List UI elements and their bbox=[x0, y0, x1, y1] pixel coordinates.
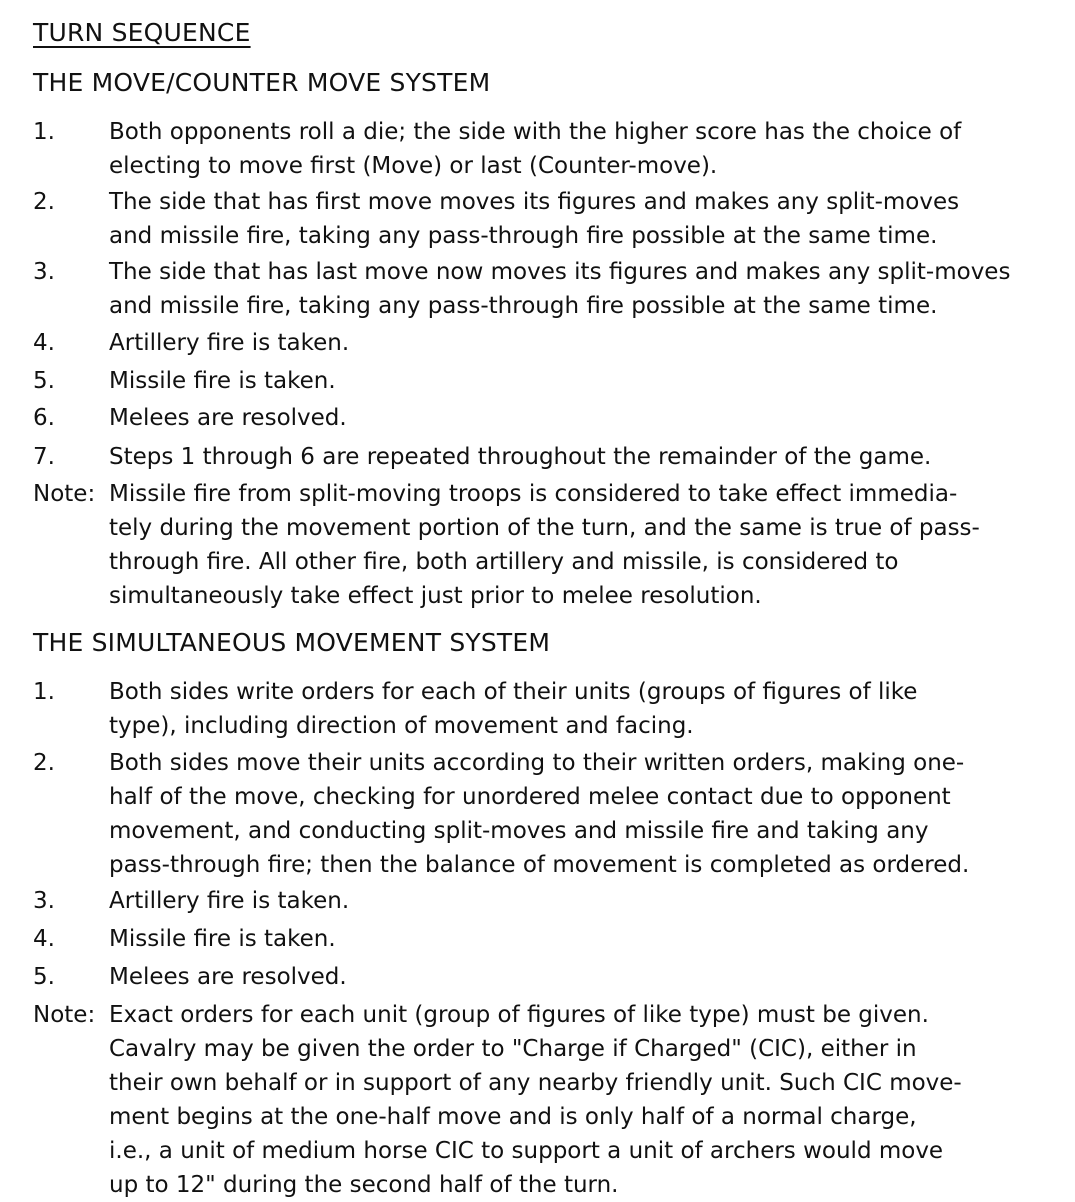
text-line: i.e., a unit of medium horse CIC to support a unit of archers would move bbox=[109, 1138, 944, 1164]
text-line: their own behalf or in support of any nearby friendly unit. Such CIC move- bbox=[109, 1070, 962, 1096]
item-number: 2. bbox=[33, 189, 55, 215]
item-number: 6. bbox=[33, 405, 55, 431]
list-item bbox=[33, 884, 1068, 918]
list-item bbox=[33, 364, 1068, 398]
text-line: Steps 1 through 6 are repeated throughout the remainder of the game. bbox=[109, 444, 932, 470]
list-item bbox=[33, 401, 1068, 435]
list-item bbox=[33, 115, 1068, 183]
item-number: 7. bbox=[33, 444, 55, 470]
item-text bbox=[109, 675, 1068, 743]
text-line: tely during the movement portion of the turn, and the same is true of pass- bbox=[109, 515, 980, 541]
item-text bbox=[109, 364, 1068, 398]
text-line: Both sides move their units according to their written orders, making one- bbox=[109, 750, 965, 776]
item-text bbox=[109, 884, 1068, 918]
text-line: Missile fire from split-moving troops is considered to take effect immedia- bbox=[109, 481, 958, 507]
item-number: 1. bbox=[33, 119, 55, 145]
list-item bbox=[33, 326, 1068, 360]
text-line: Missile fire is taken. bbox=[109, 368, 336, 394]
item-number: 3. bbox=[33, 259, 55, 285]
text-line: Melees are resolved. bbox=[109, 405, 347, 431]
list-item bbox=[33, 746, 1068, 882]
text-line: and missile fire, taking any pass-through fire possible at the same time. bbox=[109, 293, 938, 319]
item-number: 3. bbox=[33, 888, 55, 914]
item-number: 5. bbox=[33, 964, 55, 990]
item-text bbox=[109, 440, 1068, 474]
text-line: Cavalry may be given the order to "Charge if Charged" (CIC), either in bbox=[109, 1036, 917, 1062]
text-line: The side that has last move now moves its figures and makes any split-moves bbox=[109, 259, 1011, 285]
text-line: Both sides write orders for each of their units (groups of figures of like bbox=[109, 679, 918, 705]
page-title: TURN SEQUENCE bbox=[33, 18, 251, 47]
text-line: type), including direction of movement and facing. bbox=[109, 713, 694, 739]
text-line: movement, and conducting split-moves and missile fire and taking any bbox=[109, 818, 929, 844]
text-line: Melees are resolved. bbox=[109, 964, 347, 990]
item-text bbox=[109, 255, 1068, 323]
text-line: pass-through fire; then the balance of movement is completed as ordered. bbox=[109, 852, 970, 878]
text-line: half of the move, checking for unordered melee contact due to opponent bbox=[109, 784, 951, 810]
note-item bbox=[33, 477, 1068, 613]
text-line: Exact orders for each unit (group of figures of like type) must be given. bbox=[109, 1002, 929, 1028]
text-line: electing to move first (Move) or last (Counter-move). bbox=[109, 153, 718, 179]
text-line: ment begins at the one-half move and is only half of a normal charge, bbox=[109, 1104, 917, 1130]
item-text bbox=[109, 922, 1068, 956]
note-item bbox=[33, 998, 1068, 1202]
item-number: 1. bbox=[33, 679, 55, 705]
text-line: through fire. All other fire, both artillery and missile, is considered to bbox=[109, 549, 899, 575]
text-line: Missile fire is taken. bbox=[109, 926, 336, 952]
list-item bbox=[33, 255, 1068, 323]
item-text bbox=[109, 185, 1068, 253]
text-line: Artillery fire is taken. bbox=[109, 330, 350, 356]
item-number: 4. bbox=[33, 926, 55, 952]
text-line: simultaneously take effect just prior to melee resolution. bbox=[109, 583, 762, 609]
list-item bbox=[33, 675, 1068, 743]
list-item bbox=[33, 440, 1068, 474]
text-line: and missile fire, taking any pass-through fire possible at the same time. bbox=[109, 223, 938, 249]
text-line: Artillery fire is taken. bbox=[109, 888, 350, 914]
section-heading-simultaneous-movement: THE SIMULTANEOUS MOVEMENT SYSTEM bbox=[33, 628, 551, 657]
list-item bbox=[33, 185, 1068, 253]
note-label: Note: bbox=[33, 481, 96, 507]
item-number: 5. bbox=[33, 368, 55, 394]
item-text bbox=[109, 115, 1068, 183]
list-item bbox=[33, 922, 1068, 956]
item-number: 2. bbox=[33, 750, 55, 776]
note-text bbox=[109, 477, 1068, 613]
item-number: 4. bbox=[33, 330, 55, 356]
item-text bbox=[109, 960, 1068, 994]
item-text bbox=[109, 401, 1068, 435]
section-heading-move-counter-move: THE MOVE/COUNTER MOVE SYSTEM bbox=[33, 68, 491, 97]
list-item bbox=[33, 960, 1068, 994]
item-text bbox=[109, 746, 1068, 882]
item-text bbox=[109, 326, 1068, 360]
text-line: Both opponents roll a die; the side with the higher score has the choice of bbox=[109, 119, 962, 145]
note-label: Note: bbox=[33, 1002, 96, 1028]
note-text bbox=[109, 998, 1068, 1202]
text-line: The side that has first move moves its figures and makes any split-moves bbox=[109, 189, 960, 215]
text-line: up to 12" during the second half of the turn. bbox=[109, 1172, 619, 1198]
